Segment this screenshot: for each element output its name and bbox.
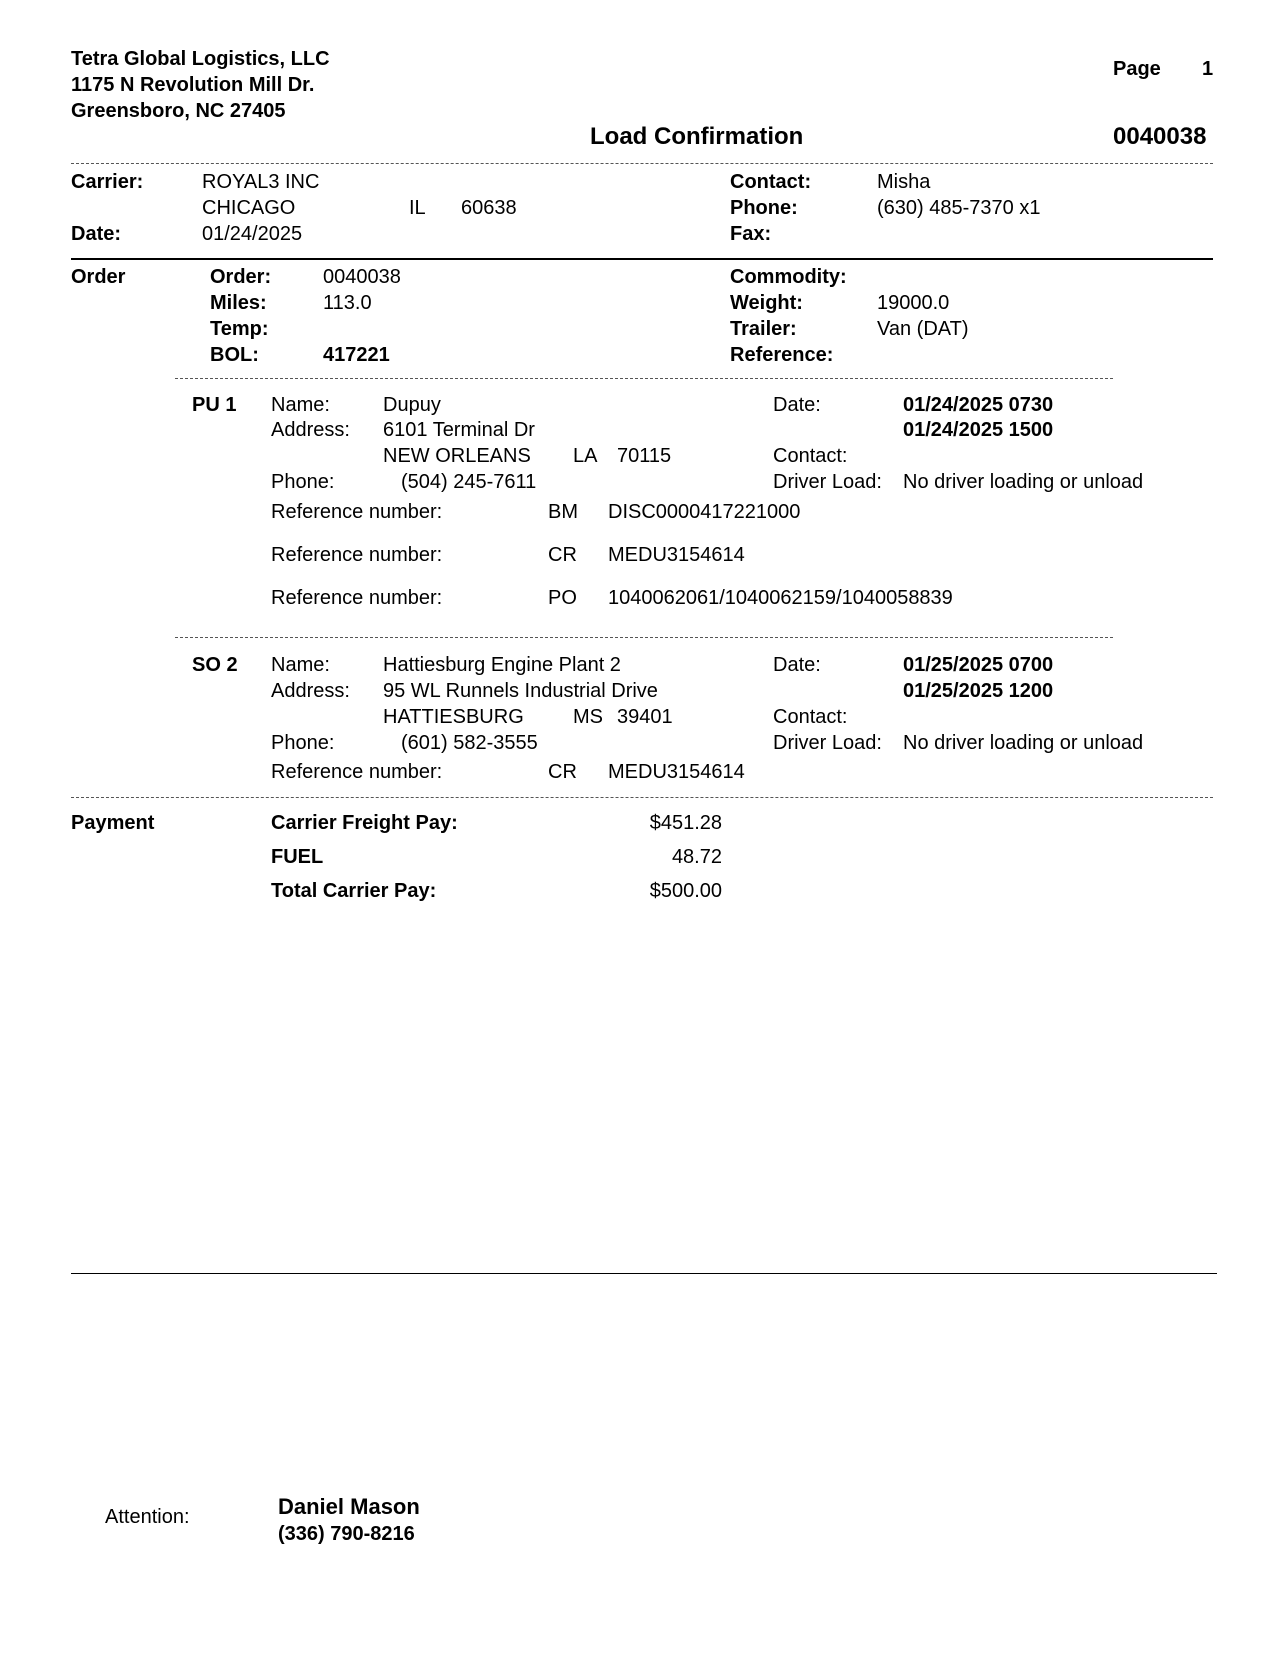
- stop2-name-label: Name:: [271, 654, 330, 676]
- attention-phone: (336) 790-8216: [278, 1523, 415, 1545]
- stop2-city: HATTIESBURG: [383, 706, 524, 728]
- page-number: 1: [1202, 58, 1214, 80]
- stop2-address: 95 WL Runnels Industrial Drive: [383, 680, 658, 702]
- stop2-date-label: Date:: [773, 654, 821, 676]
- carrier-fax-label: Fax:: [730, 223, 772, 245]
- order-number-label: Order:: [210, 266, 272, 288]
- carrier-divider: [71, 258, 1213, 260]
- stop2-zip: 39401: [617, 706, 673, 728]
- commodity-label: Commodity:: [730, 266, 847, 288]
- stop2-divider: [175, 637, 1113, 638]
- stop1-phone: (504) 245-7611: [401, 471, 537, 493]
- bol-label: BOL:: [210, 344, 259, 366]
- document-title: Load Confirmation: [590, 123, 804, 150]
- payment-divider: [71, 797, 1213, 798]
- stop1-date-from: 01/24/2025 0730: [903, 394, 1054, 416]
- payment-total-label: Total Carrier Pay:: [271, 880, 437, 902]
- carrier-state: IL: [409, 197, 426, 219]
- stop1-driver-load: No driver loading or unload: [903, 471, 1144, 493]
- stop1-date-label: Date:: [773, 394, 821, 416]
- company-address-line1: 1175 N Revolution Mill Dr.: [71, 74, 315, 96]
- weight-value: 19000.0: [877, 292, 950, 314]
- stop1-address: 6101 Terminal Dr: [383, 419, 535, 441]
- stop2-state: MS: [573, 706, 603, 728]
- stop2-phone: (601) 582-3555: [401, 732, 538, 754]
- stop2-ref1-label: Reference number:: [271, 761, 443, 783]
- stop2-date-to: 01/25/2025 1200: [903, 680, 1054, 702]
- document-number: 0040038: [1113, 123, 1207, 150]
- payment-fuel-amount: 48.72: [671, 846, 722, 868]
- stop1-city: NEW ORLEANS: [383, 445, 531, 467]
- stop1-ref1-type: BM: [548, 501, 578, 523]
- carrier-name: ROYAL3 INC: [202, 171, 320, 193]
- carrier-date: 01/24/2025: [202, 223, 303, 245]
- stop2-name: Hattiesburg Engine Plant 2: [383, 654, 621, 676]
- stop1-name: Dupuy: [383, 394, 441, 416]
- stop2-contact-label: Contact:: [773, 706, 848, 728]
- carrier-zip: 60638: [461, 197, 517, 219]
- bol-value: 417221: [323, 344, 390, 366]
- stop2-driver-load: No driver loading or unload: [903, 732, 1144, 754]
- order-number: 0040038: [323, 266, 401, 288]
- signature-line: [71, 1273, 1217, 1274]
- stop2-driver-load-label: Driver Load:: [773, 732, 882, 754]
- carrier-contact: Misha: [877, 171, 931, 193]
- temp-label: Temp:: [210, 318, 269, 340]
- payment-freight-label: Carrier Freight Pay:: [271, 812, 458, 834]
- stop1-ref1-label: Reference number:: [271, 501, 443, 523]
- stop2-address-label: Address:: [271, 680, 350, 702]
- stop1-ref3-label: Reference number:: [271, 587, 443, 609]
- stop2-ref1-type: CR: [548, 761, 577, 783]
- stop1-ref1-value: DISC0000417221000: [608, 501, 801, 523]
- stop1-code: PU 1: [192, 394, 237, 416]
- stop1-ref3-value: 1040062061/1040062159/1040058839: [608, 587, 953, 609]
- reference-label: Reference:: [730, 344, 834, 366]
- stop1-address-label: Address:: [271, 419, 350, 441]
- stop1-ref2-type: CR: [548, 544, 577, 566]
- carrier-city: CHICAGO: [202, 197, 296, 219]
- stop1-divider: [175, 378, 1113, 379]
- stop1-phone-label: Phone:: [271, 471, 335, 493]
- payment-fuel-label: FUEL: [271, 846, 324, 868]
- stop1-contact-label: Contact:: [773, 445, 848, 467]
- carrier-label: Carrier:: [71, 171, 144, 193]
- miles-label: Miles:: [210, 292, 267, 314]
- stop1-driver-load-label: Driver Load:: [773, 471, 882, 493]
- payment-total-amount: $500.00: [649, 880, 722, 902]
- stop1-date-to: 01/24/2025 1500: [903, 419, 1054, 441]
- trailer-value: Van (DAT): [877, 318, 969, 340]
- stop1-ref3-type: PO: [548, 587, 577, 609]
- stop2-date-from: 01/25/2025 0700: [903, 654, 1054, 676]
- stop1-ref2-label: Reference number:: [271, 544, 443, 566]
- carrier-phone-label: Phone:: [730, 197, 798, 219]
- stop2-ref1-value: MEDU3154614: [608, 761, 745, 783]
- page-label: Page: [1113, 58, 1161, 80]
- stop1-ref2-value: MEDU3154614: [608, 544, 745, 566]
- carrier-phone: (630) 485-7370 x1: [877, 197, 1041, 219]
- stop1-name-label: Name:: [271, 394, 330, 416]
- weight-label: Weight:: [730, 292, 803, 314]
- payment-freight-amount: $451.28: [649, 812, 722, 834]
- order-section-label: Order: [71, 266, 126, 288]
- miles-value: 113.0: [323, 292, 372, 314]
- stop2-code: SO 2: [192, 654, 238, 676]
- company-address-line2: Greensboro, NC 27405: [71, 100, 286, 122]
- stop1-state: LA: [573, 445, 598, 467]
- trailer-label: Trailer:: [730, 318, 797, 340]
- attention-name: Daniel Mason: [278, 1494, 420, 1519]
- attention-label: Attention:: [105, 1506, 190, 1528]
- stop2-phone-label: Phone:: [271, 732, 335, 754]
- header-divider: [71, 163, 1213, 164]
- payment-section-label: Payment: [71, 812, 155, 834]
- carrier-contact-label: Contact:: [730, 171, 812, 193]
- stop1-zip: 70115: [617, 445, 672, 467]
- company-name: Tetra Global Logistics, LLC: [71, 48, 330, 70]
- carrier-date-label: Date:: [71, 223, 122, 245]
